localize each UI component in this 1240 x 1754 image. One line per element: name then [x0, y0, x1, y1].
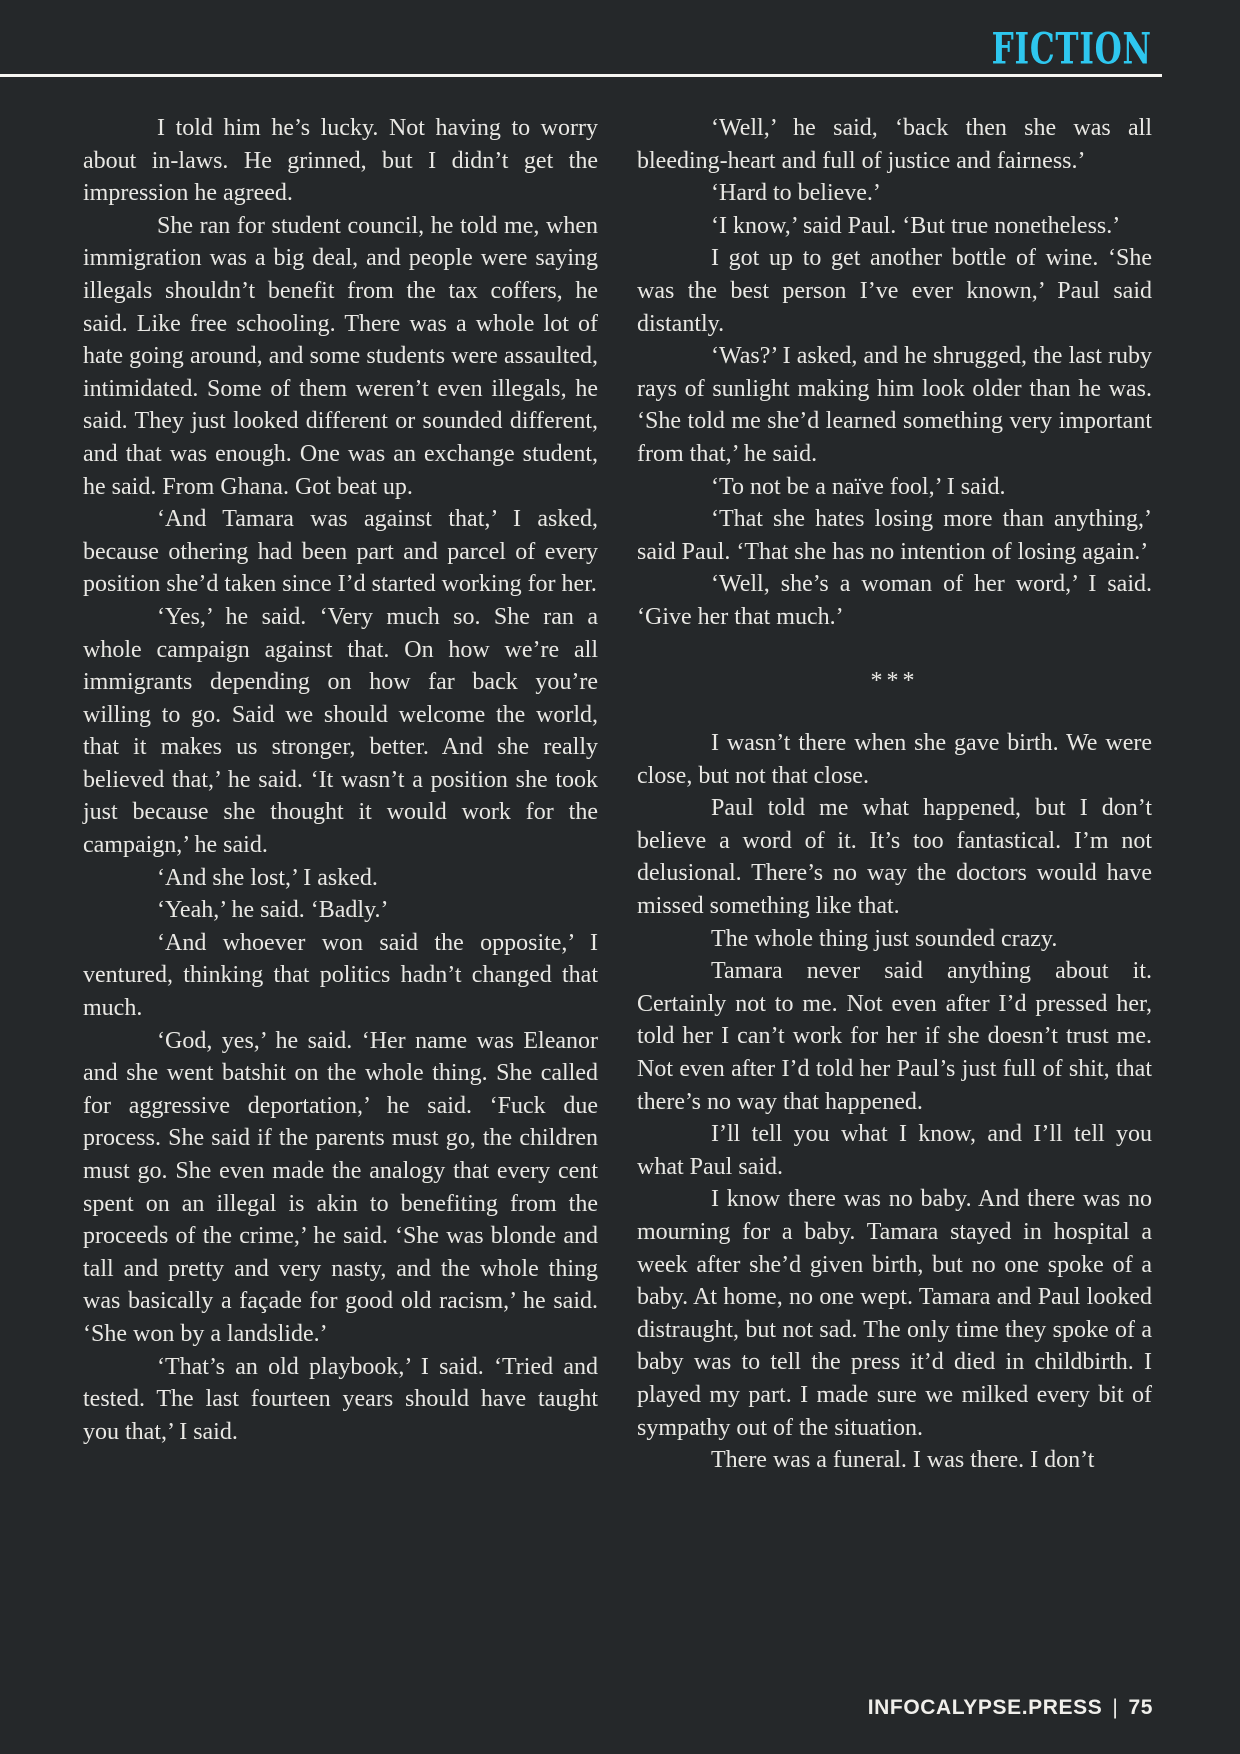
footer-page-number: 75	[1128, 1696, 1153, 1719]
paragraph: I’ll tell you what I know, and I’ll tell you what Paul said.	[637, 1121, 1152, 1180]
paragraph: ‘Well, she’s a woman of her word,’ I said. ‘Give her that much.’	[637, 571, 1152, 630]
paragraph: Tamara never said anything about it. Certainly not to me. Not even after I’d pressed her, told her I can’t work for her if she doesn’t trust me. Not even after I’d told her Paul’s just full of shit, that there’s no way that happened.	[637, 958, 1152, 1115]
paragraph: I know there was no baby. And there was no mourning for a baby. Tamara stayed in hospital a week after she’d given birth, but no one spoke of a baby. At home, no one wept. Tamara and Paul looked distraught, but not sad. The only time they spoke of a baby was to tell the press it’d died in childbirth. I played my part. I made sure we milked every bit of sympathy out of the situation.	[637, 1186, 1152, 1441]
section-break-asterisks: ***	[870, 667, 919, 694]
paragraph: There was a funeral. I was there. I don’t	[711, 1447, 1095, 1474]
paragraph: ‘Was?’ I asked, and he shrugged, the last ruby rays of sunlight making him look older than he was. ‘She told me she’d learned something very important from that,’ he said.	[637, 343, 1152, 467]
paragraph: ‘Hard to believe.’	[711, 180, 881, 207]
paragraph: ‘Yeah,’ he said. ‘Badly.’	[157, 897, 389, 924]
footer-site-name: INFOCALYPSE.PRESS	[867, 1696, 1103, 1719]
paragraph: ‘And she lost,’ I asked.	[157, 864, 378, 891]
footer	[868, 1696, 1153, 1720]
paragraph: Paul told me what happened, but I don’t believe a word of it. It’s too fantastical. I’m not delusional. There’s no way the doctors would have missed something like that.	[637, 795, 1152, 920]
section-header-fiction: FICTION	[991, 24, 1152, 74]
paragraph: ‘And Tamara was against that,’ I asked, because othering had been part and parcel of every position she’d taken since I’d started working for her.	[83, 506, 598, 598]
left-column	[83, 112, 598, 1477]
paragraph: ‘And whoever won said the opposite,’ I ventured, thinking that politics hadn’t changed that much.	[83, 929, 598, 1022]
paragraph: ‘God, yes,’ he said. ‘Her name was Eleanor and she went batshit on the whole thing. She called for aggressive deportation,’ he said. ‘Fuck due process. She said if the parents must go, the children must go. She even made the analogy that every cent spent on an illegal is akin to benefiting from the proceeds of the crime,’ he said. ‘She was blonde and tall and pretty and very nasty, and the whole thing was basically a façade for good old racism,’ he said. ‘She won by a landslide.’	[83, 1027, 598, 1347]
text-columns	[83, 112, 1152, 1477]
right-column	[637, 112, 1152, 1477]
header-rule	[0, 74, 1162, 77]
paragraph: I wasn’t there when she gave birth. We were close, but not that close.	[637, 730, 1152, 789]
paragraph: The whole thing just sounded crazy.	[711, 925, 1058, 952]
paragraph: ‘Well,’ he said, ‘back then she was all bleeding-heart and full of justice and fairness.’	[637, 115, 1152, 174]
paragraph: I told him he’s lucky. Not having to worry about in-laws. He grinned, but I didn’t get the impression he agreed.	[83, 115, 598, 207]
paragraph: She ran for student council, he told me, when immigration was a big deal, and people were saying illegals shouldn’t benefit from the tax coffers, he said. Like free schooling. There was a whole lot of hate going around, and some students were assaulted, intimidated. Some of them weren’t even illegals, he said. They just looked different or sounded different, and that was enough. One was an exchange student, he said. From Ghana. Got beat up.	[83, 212, 598, 500]
footer-separator: |	[1112, 1696, 1119, 1719]
paragraph: ‘That she hates losing more than anything,’ said Paul. ‘That she has no intention of losing again.’	[637, 506, 1152, 565]
paragraph: ‘Yes,’ he said. ‘Very much so. She ran a whole campaign against that. On how we’re all immigrants depending on how far back you’re willing to go. Said we should welcome the world, that it makes us stronger, better. And she really believed that,’ he said. ‘It wasn’t a position she took just because she thought it would work for the campaign,’ he said.	[83, 603, 598, 859]
paragraph: ‘I know,’ said Paul. ‘But true nonetheless.’	[711, 212, 1121, 239]
paragraph: I got up to get another bottle of wine. ‘She was the best person I’ve ever known,’ Paul said distantly.	[637, 245, 1152, 337]
paragraph: ‘That’s an old playbook,’ I said. ‘Tried and tested. The last fourteen years should have taught you that,’ I said.	[83, 1353, 598, 1445]
paragraph: ‘To not be a naïve fool,’ I said.	[711, 473, 1006, 500]
